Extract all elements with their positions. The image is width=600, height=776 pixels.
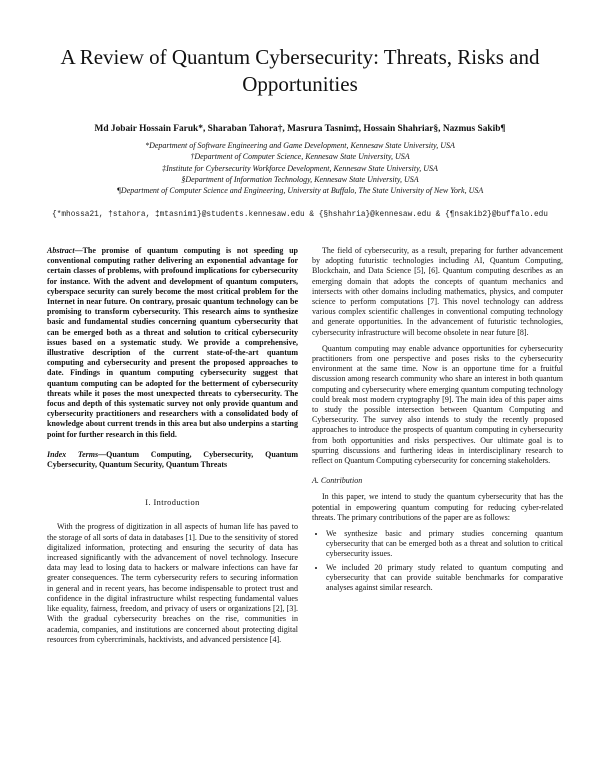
index-terms (47, 450, 298, 470)
affiliation-5: ¶Department of Computer Science and Engineering, University at Buffalo, The State University of New York, USA (116, 186, 484, 196)
contribution-list (312, 529, 563, 593)
affiliation-2: †Department of Computer Science, Kennesaw State University, USA (190, 152, 410, 162)
abstract-label: Abstract (47, 246, 75, 255)
intro-paragraph-3: Quantum computing may enable advance opportunities for cybersecurity practitioners from one perspective and poses risks to the cybersecurity environment at the same time. Now is an opportune time for a fruitful discussion among research community who share an interest in both quantum computing and cybersecurity where emerging quantum computing technology could break most modern cryptography [9]. The main idea of this paper aims to study the possible intersection between Quantum Computing and Cybersecurity. The survey also intends to study the recently proposed approaches to introduce the prospects of quantum computing in cybersecurity from both opportunities and risks perspectives. Our ultimate goal is to spurring discussions and furthering ideas in interdisciplinary research to reflect on Quantum Computing cybersecurity for concerning stakeholders. (312, 343, 563, 466)
abstract-text: —The promise of quantum computing is not speeding up conventional computing rather delivering an exponential advantage for certain classes of problems, with profound implications for cybersecurity for instance. With the advent and development of quantum computers, cyberspace security can surely become the most critical problem for the Internet in near future. On contrary, prosaic quantum technology can be promising to transform cybersecurity. This research aims to synthesize basic and fundamental studies concerning quantum cybersecurity that can be emerged both as a threat and solution to critical cybersecurity issues based on a systematic study. We provide a comprehensive, illustrative description of the current state-of-the-art quantum computing and cybersecurity and present the proposed approaches to date. Findings in quantum computing cybersecurity suggest that quantum computing can be adopted for the betterment of cybersecurity threats while it poses the most unexpected threats to cybersecurity. The focus and depth of this systematic survey not only provide quantum and cybersecurity practitioners and researchers with a consolidated body of knowledge about current trends in this area but also underpins a starting point for further research in this field. (47, 246, 298, 439)
email-line: {*mhossa21, †stahora, ‡mtasnim1}@students.kennesaw.edu & {§hshahria}@kennesaw.edu & {¶nsakib2}@buffalo.edu (52, 211, 548, 219)
subsection-heading-contribution: A. Contribution (312, 476, 363, 486)
contribution-paragraph: In this paper, we intend to study the quantum cybersecurity that has the potential in empowering quantum computing for reducing cyber-related threats. The primary contributions of the paper are as follows: (312, 492, 563, 522)
index-terms-text: —Quantum Computing, Cybersecurity, Quantum Cybersecurity, Quantum Security, Quantum Threats (47, 449, 299, 470)
right-column (312, 246, 563, 596)
index-terms-label: Index Terms (47, 449, 99, 459)
paper-title: A Review of Quantum Cybersecurity: Threats, Risks and Opportunities (60, 45, 540, 96)
contribution-item-1: • We synthesize basic and primary studies concerning quantum cybersecurity that can be emerged both as a threat and solution to critical cybersecurity issues. (326, 529, 563, 560)
affiliation-list (20, 140, 580, 196)
author-list: Md Jobair Hossain Faruk*, Sharaban Tahora†, Masrura Tasnim‡, Hossain Shahriar§, Nazmus Sakib¶ (94, 124, 506, 134)
intro-paragraph-1: With the progress of digitization in all aspects of human life has paved to the storage of all sorts of data in databases [1]. Due to the sensitivity of stored digitalized information, protecting and ensuring the security of data has increased significantly with the advancement of novel technology. Insecure data may lead to losing data to hackers or malware infections can have far greater consequences. The term cybersecurity refers to securing information in general and in recent years, has become indispensable to protect trust and confidence in the digital infrastructure whilst respecting fundamental values like equality, fairness, freedom, and privacy of users or organizations [2], [3]. With the gradual cybersecurity breaches on the rise, communities in academia, companies, and institutions are concerned about protecting digital resources from cybercriminals, hacktivists, and advanced persistence [4]. (47, 522, 298, 644)
contribution-item-2: • We included 20 primary study related to quantum computing and cybersecurity that can provide suitable benchmarks for comparative analyses against similar research. (326, 563, 563, 594)
affiliation-3: ‡Institute for Cybersecurity Workforce Development, Kennesaw State University, USA (162, 163, 438, 173)
left-column (47, 246, 298, 651)
intro-paragraph-2: The field of cybersecurity, as a result, preparing for further advancement by adopting futuristic technologies including AI, Quantum Computing, Blockchain, and Data Science [5], [6]. Quantum computing describes as an emerging domain that adopts the concepts of quantum mechanics and intersects with other domains including mathematics, physics, and computer science to perform computations [7]. This novel technology can address various complex scientific challenges in conventional computing technology and generate opportunities. In the advancement of futuristic technologies, cybersecurity infrastructure will become obsolete in near future [8]. (312, 246, 563, 337)
abstract (47, 246, 298, 440)
affiliation-4: §Department of Information Technology, Kennesaw State University, USA (181, 174, 419, 184)
section-heading-introduction: I. Introduction (145, 498, 200, 508)
affiliation-1: *Department of Software Engineering and Game Development, Kennesaw State University, USA (145, 141, 455, 150)
